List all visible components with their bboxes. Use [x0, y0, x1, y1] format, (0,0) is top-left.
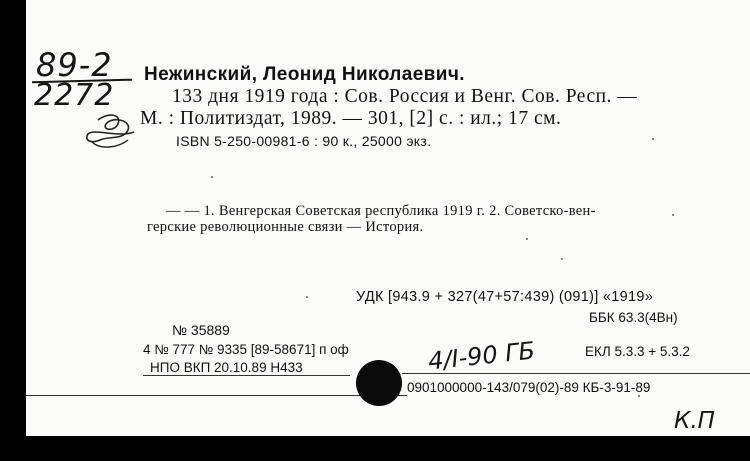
handwritten-date: 4/I-90 ГБ	[426, 336, 537, 376]
imprint-line: М. : Политиздат, 1989. — 301, [2] с. : ил.; 17 см.	[140, 108, 562, 129]
isbn-line: ISBN 5-250-00981-6 : 90 к., 25000 экз.	[176, 133, 432, 149]
speck	[526, 238, 528, 240]
speck	[638, 395, 640, 397]
catalog-card	[26, 0, 750, 436]
subject-headings-line-2: герские революционные связи — История.	[147, 219, 424, 235]
speck	[561, 258, 563, 260]
speck	[211, 176, 213, 178]
handwritten-scribble	[78, 110, 144, 154]
bbk-classification: ББК 63.3(4Вн)	[589, 310, 678, 325]
divider-rule	[26, 395, 407, 396]
call-number-top: 89-2	[36, 46, 113, 84]
punch-hole	[356, 360, 402, 406]
card-number: № 35889	[172, 322, 230, 338]
speck	[652, 138, 654, 140]
ekl-classification: ЕКЛ 5.3.3 + 5.3.2	[585, 344, 690, 359]
publisher-code: 0901000000-143/079(02)-89 КБ-3-91-89	[407, 380, 651, 395]
udk-classification: УДК [943.9 + 327(47+57:439) (091)] «1919»	[356, 289, 654, 305]
divider-rule	[402, 373, 750, 374]
print-order-line: 4 № 777 № 9335 [89-58671] п оф	[143, 342, 349, 357]
book-title-line: 133 дня 1919 года : Сов. Россия и Венг. Сов. Респ. —	[172, 86, 638, 107]
divider-rule	[143, 375, 350, 376]
handwritten-initials: К.П	[674, 408, 715, 434]
npo-line: НПО ВКП 20.10.89 Н433	[150, 360, 303, 375]
speck	[306, 296, 308, 298]
speck	[672, 214, 674, 216]
author-name: Нежинский, Леонид Николаевич.	[144, 64, 465, 85]
subject-headings-line-1: — — 1. Венгерская Советская республика 1919 г. 2. Советско-вен-	[166, 203, 596, 219]
call-number-bottom: 2272	[34, 78, 115, 113]
